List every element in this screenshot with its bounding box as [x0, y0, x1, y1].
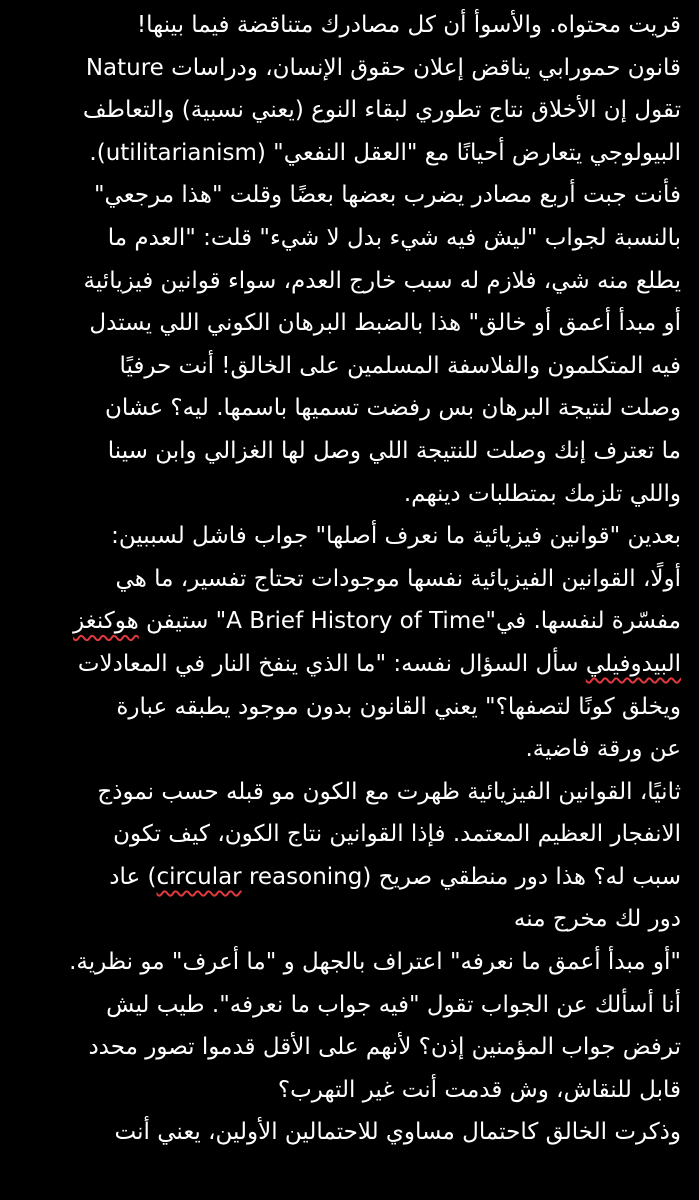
note-line: أولًا، القوانين الفيزيائية نفسها موجودات تحتاج تفسير، ما هي	[115, 565, 681, 592]
note-line: قانون حمورابي يناقض إعلان حقوق الإنسان، ودراسات Nature	[85, 54, 681, 81]
note-line: قابل للنقاش، وش قدمت أنت غير التهرب؟	[277, 1076, 681, 1103]
note-line: تقول إن الأخلاق نتاج تطوري لبقاء النوع (يعني نسبية) والتعاطف	[82, 97, 681, 124]
note-line: فأنت جبت أربع مصادر يضرب بعضها بعضًا وقلت "هذا مرجعي"	[93, 182, 681, 209]
note-line: يطلع منه شي، فلازم له سبب خارج العدم، سواء قوانين فيزيائية	[83, 267, 681, 294]
note-line: وصلت لنتيجة البرهان بس رفضت تسميها باسمها. ليه؟ عشان	[104, 395, 681, 422]
note-line: البيدوفيلي سأل السؤال نفسه: "ما الذي ينفخ النار في المعادلات	[77, 650, 681, 677]
note-line: فيه المتكلمون والفلاسفة المسلمين على الخالق! أنت حرفيًا	[119, 352, 681, 379]
note-line: عن ورقة فاضية.	[525, 736, 681, 763]
note-line: وذكرت الخالق كاحتمال مساوي للاحتمالين الأولين، يعني أنت	[114, 1119, 681, 1146]
note-line: ترفض جواب المؤمنين إذن؟ لأنهم على الأقل قدموا تصور محدد	[88, 1034, 681, 1061]
note-line: مفسّرة لنفسها. في"A Brief History of Time" ستيفن هوكنغز	[73, 608, 681, 635]
note-line: أو مبدأ أعمق أو خالق" هذا بالضبط البرهان الكوني اللي يستدل	[89, 310, 681, 337]
note-line: "أو مبدأ أعمق ما نعرفه" اعتراف بالجهل و "ما أعرف" مو نظرية.	[69, 949, 681, 976]
note-line: ثانيًا، القوانين الفيزيائية ظهرت مع الكون مو قبله حسب نموذج	[97, 778, 681, 805]
note-line: بالنسبة لجواب "ليش فيه شيء بدل لا شيء" قلت: "العدم ما	[107, 224, 681, 251]
note-line: أنا أسألك عن الجواب تقول "فيه جواب ما نعرفه". طيب ليش	[106, 991, 681, 1018]
note-line: دور لك مخرج منه	[513, 906, 681, 933]
misspelled-word[interactable]: circular	[156, 863, 242, 890]
note-line: البيولوجي يتعارض أحيانًا مع "العقل النفعي" (utilitarianism).	[89, 139, 681, 166]
note-line: ويخلق كونًا لتصفها؟" يعني القانون بدون موجود يطبقه عبارة	[116, 693, 681, 720]
note-line: سبب له؟ هذا دور منطقي صريح (circular reasoning) عاد	[109, 863, 681, 890]
misspelled-word[interactable]: البيدوفيلي	[585, 650, 681, 677]
note-line: قريت محتواه. والأسوأ أن كل مصادرك متناقضة فيما بينها!	[136, 12, 681, 38]
note-line: الانفجار العظيم المعتمد. فإذا القوانين نتاج الكون، كيف تكون	[113, 821, 681, 848]
note-line: ما تعترف إنك وصلت للنتيجة اللي وصل لها الغزالي وابن سينا	[107, 437, 681, 464]
note-line: بعدين "قوانين فيزيائية ما نعرف أصلها" جواب فاشل لسببين:	[111, 523, 681, 550]
note-line: واللي تلزمك بمتطلبات دينهم.	[403, 480, 681, 507]
note-text[interactable]	[10, 4, 681, 1154]
misspelled-word[interactable]: هوكنغز	[73, 608, 139, 635]
